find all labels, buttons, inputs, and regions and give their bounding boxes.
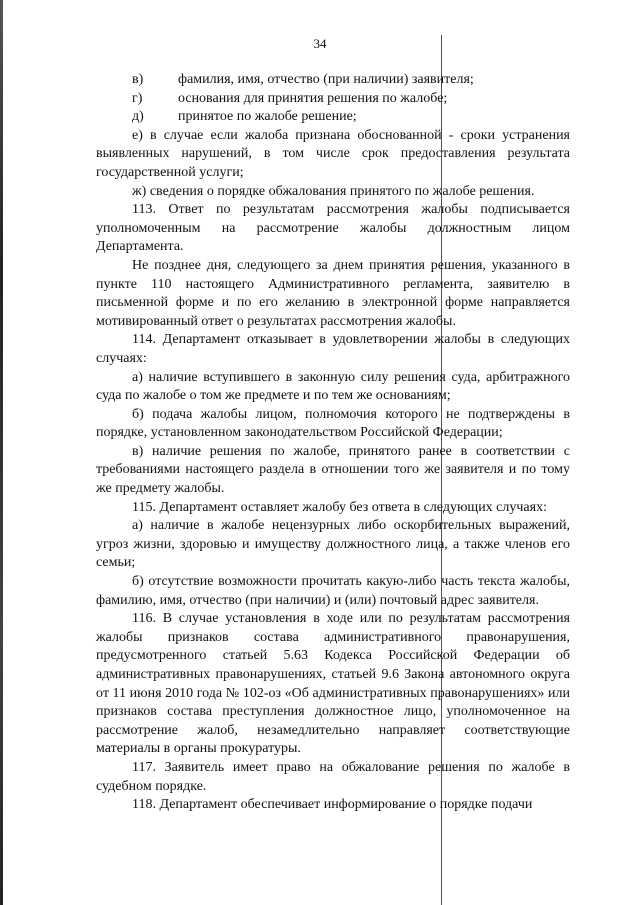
paragraph-p118: 118. Департамент обеспечивает информирование о порядке подачи <box>132 797 533 813</box>
paragraph-p115a: а) наличие в жалобе нецензурных либо оскорбительных выражений, угроз жизни, здоровью и имуществу должностного лица, а также членов его семьи; <box>96 518 570 571</box>
paragraph-p115b: б) отсутствие возможности прочитать какую-либо часть текста жалобы, фамилию, имя, отчество (при наличии) и (или) почтовый адрес заявителя. <box>96 574 570 608</box>
paragraph-p114a: а) наличие вступившего в законную силу решения суда, арбитражного суда по жалобе о том же предмете и по тем же основаниям; <box>96 369 570 404</box>
paragraph-p117: 117. Заявитель имеет право на обжалование решения по жалобе в судебном порядке. <box>96 759 570 794</box>
paragraph-p114v: в) наличие решения по жалобе, принятого ранее в соответствии с требованиями настоящего раздела в отношении того же заявителя и по тому же предмету жалобы. <box>96 443 570 497</box>
paragraph-zh: ж) сведения о порядке обжалования принятого по жалобе решения. <box>132 183 535 199</box>
list-item-text: принятое по жалобе решение; <box>178 109 357 125</box>
list-item-marker: д) <box>132 109 144 125</box>
page-number: 34 <box>313 36 327 51</box>
list-item-text: основания для принятия решения по жалобе; <box>178 90 448 106</box>
paragraph-p114b: б) подача жалобы лицом, полномочия которого не подтверждены в порядке, установленном законодательством Российской Федерации; <box>96 406 570 441</box>
paragraph-p115: 115. Департамент оставляет жалобу без ответа в следующих случаях: <box>132 499 547 515</box>
list-item-v <box>96 71 570 90</box>
list-item-marker: г) <box>132 90 143 106</box>
paragraph-p116: 116. В случае установления в ходе или по результатам рассмотрения жалобы признаков состава административного правонарушения, предусмотренного статьей 5.63 Кодекса Российской Федерации об административных правонарушениях, статьей 9.6 Закона автономного округа от 11 июня 2010 года № 102-оз «Об административных правонарушениях» или признаков состава преступления должностное лицо, уполномоченное на рассмотрение жалоб, незамедлительно направляет соответствующие материалы в органы прокуратуры. <box>96 611 570 757</box>
paragraph-p113b: Не позднее дня, следующего за днем принятия решения, указанного в пункте 110 настоящего Административного регламента, заявителю в письменной форме и по его желанию в электронной форме направляется мотивированный ответ о результатах рассмотрения жалобы. <box>96 257 570 329</box>
list-item-text: фамилия, имя, отчество (при наличии) заявителя; <box>178 72 474 87</box>
document-body <box>96 71 570 815</box>
scan-edge <box>0 0 3 905</box>
list-item-d <box>96 108 570 127</box>
list-item-marker: в) <box>132 72 144 87</box>
paragraph-e: е) в случае если жалоба признана обоснованной - сроки устранения выявленных нарушений, в том числе срок предоставления результата государственной услуги; <box>96 127 570 180</box>
paragraph-p113: 113. Ответ по результатам рассмотрения жалобы подписывается уполномоченным на рассмотрение жалобы должностным лицом Департамента. <box>96 202 570 255</box>
list-item-g <box>96 90 570 109</box>
paragraph-p114: 114. Департамент отказывает в удовлетворении жалобы в следующих случаях: <box>96 332 570 366</box>
